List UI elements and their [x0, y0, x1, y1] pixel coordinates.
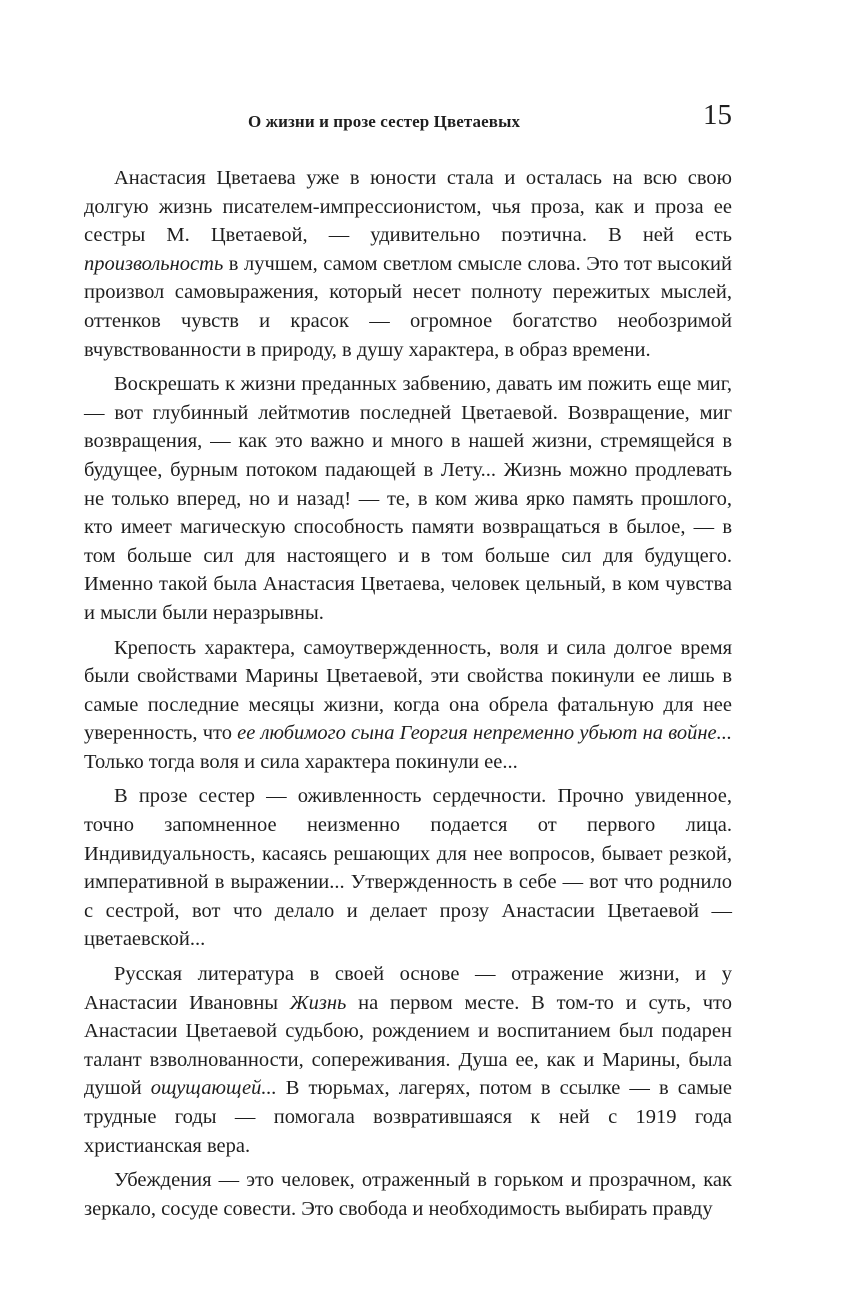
text-run: Только тогда воля и сила характера покинули ее...	[84, 750, 518, 773]
italic-run: произвольность	[84, 252, 224, 275]
page-number: 15	[703, 99, 732, 131]
text-run: на первом месте. В том-то и суть, что Анастасии Цветаевой судьбою, рождением и воспитанием был подарен талант взволнованности, сопереживания. Душа ее, как и Марины, была душой	[84, 991, 732, 1100]
paragraph	[84, 960, 732, 1160]
paragraph	[84, 1166, 732, 1223]
body-text	[84, 164, 732, 1223]
text-run: В прозе сестер — оживленность сердечности. Прочно увиденное, точно запомненное неизменно подается от первого лица. Индивидуальность, касаясь решающих для нее вопросов, бывает резкой, императивной в выражении... Утвержденность в себе — вот что роднило с сестрой, вот что делало и делает прозу Анастасии Цветаевой — цветаевской...	[84, 785, 732, 951]
running-title: О жизни и прозе сестер Цветаевых	[248, 112, 521, 131]
text-run: Анастасия Цветаева уже в юности стала и осталась на всю свою долгую жизнь писателем-импрессионистом, чья проза, как и проза ее сестры М. Цветаевой, — удивительно поэтична. В ней есть	[84, 167, 732, 247]
paragraph	[84, 370, 732, 627]
italic-run: Жизнь	[289, 991, 347, 1014]
paragraph	[84, 782, 732, 954]
text-run: Воскрешать к жизни преданных забвению, давать им пожить еще миг, — вот глубинный лейтмотив последней Цветаевой. Возвращение, миг возвращения, — как это важно и много в нашей жизни, стремящейся в будущее, бурным потоком падающей в Лету... Жизнь можно продлевать не только вперед, но и назад! — те, в ком жива ярко память прошлого, кто имеет магическую способность памяти возвращаться в былое, — в том больше сил для настоящего и в том больше сил для будущего. Именно такой была Анастасия Цветаева, человек цельный, в ком чувства и мысли были неразрывны.	[84, 373, 732, 624]
paragraph	[84, 164, 732, 364]
text-run: В тюрьмах, лагерях, потом в ссылке — в самые трудные годы — помогала возвратившаяся к ней с 1919 года христианская вера.	[84, 1077, 732, 1157]
text-run: Русская литература в своей основе — отражение жизни, и у Анастасии Ивановны	[84, 963, 732, 1014]
italic-run: ощущающей...	[150, 1077, 277, 1100]
text-run: в лучшем, самом светлом смысле слова. Это тот высокий произвол самовыражения, который несет полноту пережитых мыслей, оттенков чувств и красок — огромное богатство необозримой вчувствованности в природу, в душу характера, в образ времени.	[84, 252, 732, 361]
italic-run: ее любимого сына Георгия непременно убьют на войне...	[237, 722, 732, 745]
text-run: Крепость характера, самоутвержденность, воля и сила долгое время были свойствами Марины Цветаевой, эти свойства покинули ее лишь в самые последние месяцы жизни, когда она обрела фатальную для нее уверенность, что	[84, 636, 732, 745]
text-run: Убеждения — это человек, отраженный в горьком и прозрачном, как зеркало, сосуде совести. Это свобода и необходимость выбирать правду	[84, 1169, 732, 1220]
paragraph	[84, 634, 732, 777]
